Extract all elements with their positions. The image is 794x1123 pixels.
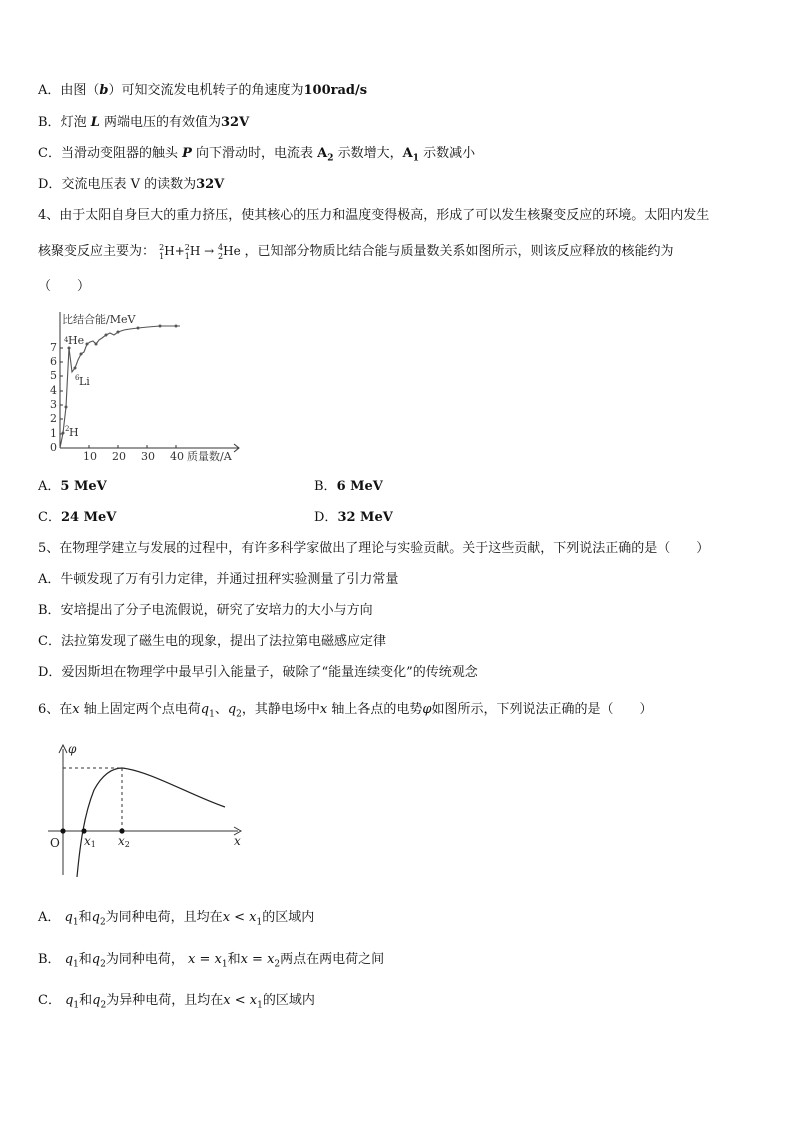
svg-text:2: 2 xyxy=(65,425,70,433)
q4-equation: 2 1H+2 1H → 4 2He xyxy=(159,242,245,261)
q4-option-d: D．32 MeV xyxy=(314,510,393,525)
y-tick: 7 xyxy=(50,341,57,354)
potential-figure xyxy=(40,735,250,880)
y-tick: 3 xyxy=(50,398,57,411)
q3-option-d: D．交流电压表 V 的读数为32V xyxy=(38,177,225,192)
q4-option-a: A．5 MeV xyxy=(38,479,107,494)
q4-stem-line2: 核聚变反应主要为： 2 1H+2 1H → 4 2He ，已知部分物质比结合能与质量数关系如图所示，则该反应释放的核能约为 xyxy=(38,242,674,261)
h2-label: H xyxy=(69,426,79,439)
q3-option-b: B．灯泡 L 两端电压的有效值为32V xyxy=(38,115,250,130)
svg-text:6: 6 xyxy=(75,374,80,382)
phi-axis-label: φ xyxy=(68,742,77,756)
y-tick: 0 xyxy=(50,441,57,454)
q4-stem-line1: 4、由于太阳自身巨大的重力挤压，使其核心的压力和温度变得极高，形成了可以发生核聚变反应的环境。太阳内发生 xyxy=(38,208,710,223)
q5-option-d: D．爱因斯坦在物理学中最早引入能量子，破除了“能量连续变化”的传统观念 xyxy=(38,665,478,680)
x-tick: 40 xyxy=(170,450,184,463)
q6-stem: 6、在x 轴上固定两个点电荷$q_1$、$q_2$，其静电场中x 轴上各点的电势φ如图所示，下列说法正确的是（ ） xyxy=(38,702,653,720)
q3-option-a: A．由图（b）可知交流发电机转子的角速度为100rad/s xyxy=(38,83,368,98)
x-tick: 10 xyxy=(83,450,97,463)
q5-option-c: C．法拉第发现了磁生电的现象，提出了法拉第电磁感应定律 xyxy=(38,634,386,649)
q6-option-b: B． $q_1$和$q_2$为同种电荷， $x = x_1$和$x = x_2$两点在两电荷之间 xyxy=(38,952,385,970)
x-tick: 20 xyxy=(112,450,126,463)
x-tick: 30 xyxy=(141,450,155,463)
y-tick: 1 xyxy=(50,427,57,440)
q5-option-b: B．安培提出了分子电流假说，研究了安培力的大小与方向 xyxy=(38,603,373,618)
y-tick: 5 xyxy=(50,369,57,382)
binding-energy-figure xyxy=(40,308,245,463)
q4-option-c: C．24 MeV xyxy=(38,510,117,525)
origin-label: O xyxy=(50,836,60,850)
svg-text:4: 4 xyxy=(64,336,69,344)
q5-option-a: A．牛顿发现了万有引力定律，并通过扭秤实验测量了引力常量 xyxy=(38,572,399,587)
y-tick: 6 xyxy=(50,355,57,368)
q3-option-c: C．当滑动变阻器的触头 P 向下滑动时，电流表 $A_2$ 示数增大，$A_1$ 示数减小 xyxy=(38,146,476,164)
svg-text:x2: x2 xyxy=(118,834,130,849)
potential-curve xyxy=(77,768,225,877)
y-tick: 4 xyxy=(50,384,57,397)
q5-stem: 5、在物理学建立与发展的过程中，有许多科学家做出了理论与实验贡献。关于这些贡献，下列说法正确的是（ ） xyxy=(38,541,710,556)
y-axis-label: 比结合能/MeV xyxy=(62,313,136,326)
q6-option-c: C． $q_1$和$q_2$为异种电荷，且均在$x < x_1$的区域内 xyxy=(38,993,315,1011)
he4-label: He xyxy=(68,334,85,347)
q4-blank: （ ） xyxy=(38,279,91,294)
y-tick: 2 xyxy=(50,412,57,425)
q4-option-b: B．6 MeV xyxy=(314,479,383,494)
q6-option-a: A． $q_1$和$q_2$为同种电荷，且均在$x < x_1$的区域内 xyxy=(38,910,315,928)
x-axis-label: 质量数/A xyxy=(187,450,232,463)
svg-text:x1: x1 xyxy=(84,834,96,849)
li6-label: Li xyxy=(79,375,90,388)
x-axis-label: x xyxy=(234,834,241,848)
